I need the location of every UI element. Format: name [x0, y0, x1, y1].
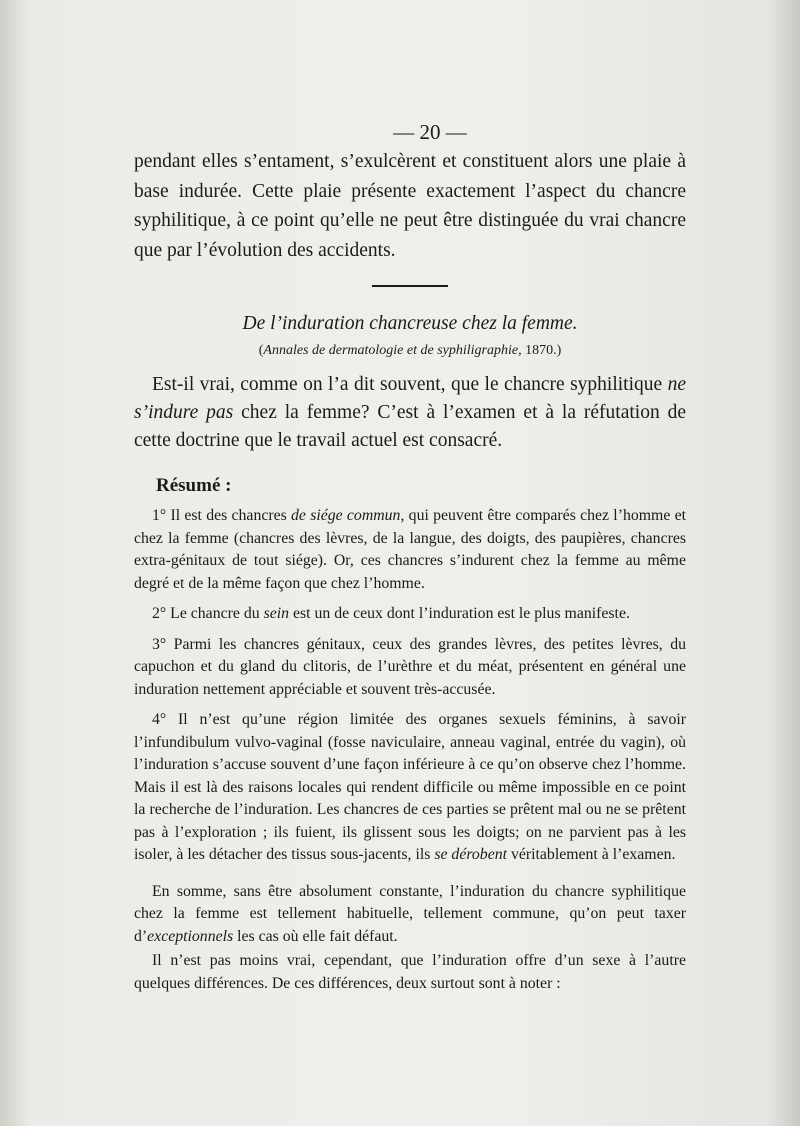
intro-text-end: chez la femme? C’est à l’examen et à la réfutation de cette doctrine que le travail actuel est consacré. [134, 402, 686, 451]
item-4-text-end: véritablement à l’examen. [507, 846, 676, 863]
item-4-text: 4° Il n’est qu’une région limitée des organes sexuels féminins, à savoir l’infundibulum vulvo-vaginal (fosse naviculaire, anneau vaginal, entrée du vagin), où l’induration s’accuse souvent d’une façon inférieure à ce qu’on observe chez l’homme. Mais il est là des raisons locales qui rendent difficile ou même impossible en ce point la recherche de l’induration. Les chancres de ces parties se prêtent mal ou ne se prêtent pas à l’exploration ; ils fuient, ils glissent sous les doigts; on ne parvient pas à les isoler, à les détacher des tissus sous-jacents, ils [134, 711, 686, 863]
article-title: De l’induration chancreuse chez la femme. [242, 313, 578, 334]
item-1-text-end: qui peuvent être comparés chez l’homme et chez la femme (chancres des lèvres, de la langue, des doigts, des paupières, chancres extra-génitaux de tout siége). Or, ces chancres s’indurent chez la femme au même degré et de la même façon que chez l’homme. [134, 507, 686, 592]
page-content [134, 120, 686, 997]
conclusion-paragraph-1 [134, 881, 686, 949]
page-number: — 20 — [393, 120, 467, 144]
conclusion-1-text: En somme, sans être absolument constante, l’induration du chancre syphilitique chez la femme est tellement habituelle, tellement commune, qu’on peut taxer d’ [134, 882, 686, 945]
intro-text: Est-il vrai, comme on l’a dit souvent, que le chancre syphilitique [152, 374, 668, 395]
source-journal: Annales de dermatologie et de syphiligraphie, [263, 343, 522, 358]
resume-item-2 [134, 603, 686, 626]
conclusion-1-text-end: les cas où elle fait défaut. [233, 927, 398, 945]
item-1-text: 1° Il est des chancres [152, 507, 292, 524]
article-intro [134, 371, 686, 455]
item-2-emphasis: sein [263, 605, 290, 622]
conclusion-1-emphasis: exceptionnels [147, 927, 234, 945]
resume-item-4 [134, 709, 686, 867]
source-open: ( [258, 343, 264, 358]
lead-paragraph: pendant elles s’entament, s’exulcèrent et constituent alors une plaie à base indurée. Cette plaie présente exactement l’aspect du chancre syphilitique, à ce point qu’elle ne peut être distinguée du vrai chancre que par l’évolution des accidents. [134, 151, 686, 261]
section-divider [372, 285, 448, 287]
item-2-text: 2° Le chancre du [152, 605, 264, 622]
resume-item-3: 3° Parmi les chancres génitaux, ceux des grandes lèvres, des petites lèvres, du capuchon et du gland du clitoris, de l’urèthre et du méat, présentent en général une induration nettement appréciable et souvent très-accusée. [134, 635, 686, 698]
source-year: 1870.) [521, 343, 562, 358]
item-1-emphasis: de siége commun, [291, 507, 405, 524]
article-source [134, 343, 686, 359]
resume-heading: Résumé : [156, 475, 232, 496]
conclusion-paragraph-2: Il n’est pas moins vrai, cependant, que l’induration offre d’un sexe à l’autre quelques différences. De ces différences, deux surtout sont à noter : [134, 952, 686, 992]
item-2-text-end: est un de ceux dont l’induration est le plus manifeste. [289, 605, 630, 622]
intro-emphasis: ne s’indure pas [134, 374, 686, 423]
resume-item-1 [134, 505, 686, 595]
item-4-emphasis: se dérobent [434, 846, 508, 863]
